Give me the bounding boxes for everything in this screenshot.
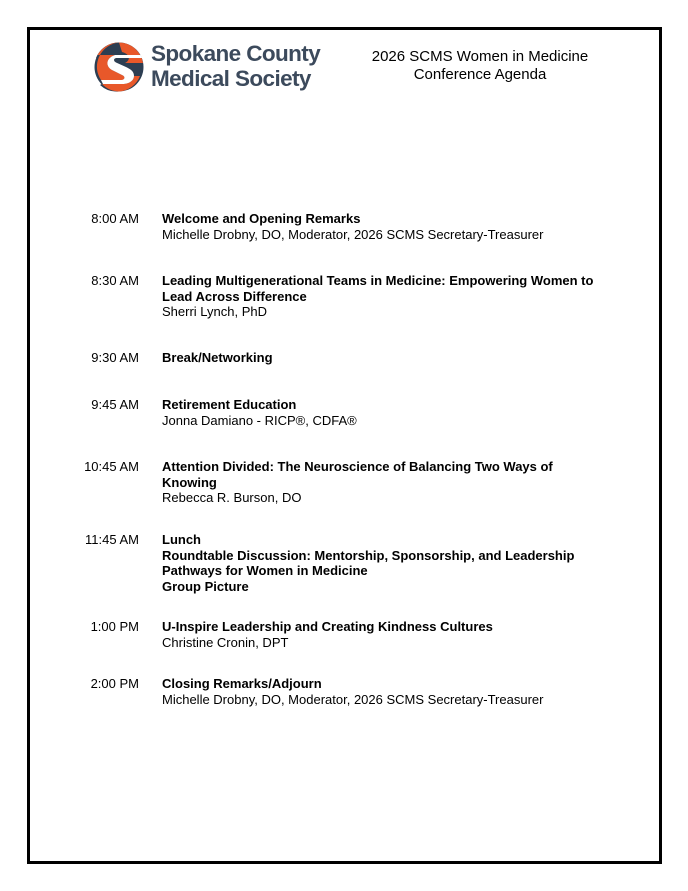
session-title: Group Picture [162, 578, 249, 594]
session-title: Lunch [162, 532, 201, 547]
document-title-line2: Conference Agenda [413, 66, 547, 83]
org-name-line1: Spokane County [151, 41, 321, 66]
org-name [151, 41, 320, 91]
agenda-time: 1:00 PM [90, 619, 139, 634]
agenda-details [162, 676, 622, 707]
session-speaker: Jonna Damiano - RICP®, CDFA® [162, 412, 357, 428]
agenda-details [162, 459, 622, 506]
session-speaker: Rebecca R. Burson, DO [162, 490, 302, 505]
agenda-details [162, 273, 622, 320]
session-title: Roundtable Discussion: Mentorship, Sponsorship, and Leadership [162, 547, 575, 563]
agenda-details [162, 350, 622, 366]
session-speaker: Christine Cronin, DPT [162, 634, 289, 650]
agenda-time: 9:30 AM [91, 350, 139, 365]
agenda-details [162, 532, 622, 594]
scms-logo-icon [94, 36, 144, 98]
session-speaker: Sherri Lynch, PhD [162, 304, 268, 319]
document-title-line1: 2026 SCMS Women in Medicine [371, 48, 589, 65]
session-speaker: Michelle Drobny, DO, Moderator, 2026 SCMS Secretary-Treasurer [162, 691, 544, 707]
session-title: Retirement Education [162, 397, 297, 412]
document-title [352, 48, 608, 84]
session-speaker: Michelle Drobny, DO, Moderator, 2026 SCMS Secretary-Treasurer [162, 226, 544, 242]
agenda-details [162, 397, 622, 428]
agenda-details [162, 211, 622, 242]
agenda-time: 8:30 AM [91, 273, 139, 288]
session-title: Closing Remarks/Adjourn [162, 676, 322, 691]
scms-logo [94, 36, 334, 98]
session-title: Attention Divided: The Neuroscience of Balancing Two Ways of [162, 459, 553, 474]
session-title: Lead Across Difference [162, 288, 307, 304]
agenda-time: 2:00 PM [90, 676, 139, 691]
session-title: Welcome and Opening Remarks [162, 211, 361, 226]
agenda-time: 8:00 AM [91, 211, 139, 226]
agenda-time: 9:45 AM [91, 397, 139, 412]
agenda-details [162, 619, 622, 650]
page-border [27, 27, 662, 864]
session-title: Pathways for Women in Medicine [162, 563, 368, 578]
session-title: Leading Multigenerational Teams in Medicine: Empowering Women to [162, 273, 594, 288]
agenda-time: 11:45 AM [85, 532, 139, 547]
agenda-time: 10:45 AM [84, 459, 139, 474]
session-title: Knowing [162, 474, 217, 490]
session-title: Break/Networking [162, 350, 273, 365]
org-name-line2: Medical Society [151, 66, 311, 91]
session-title: U-Inspire Leadership and Creating Kindness Cultures [162, 619, 493, 634]
